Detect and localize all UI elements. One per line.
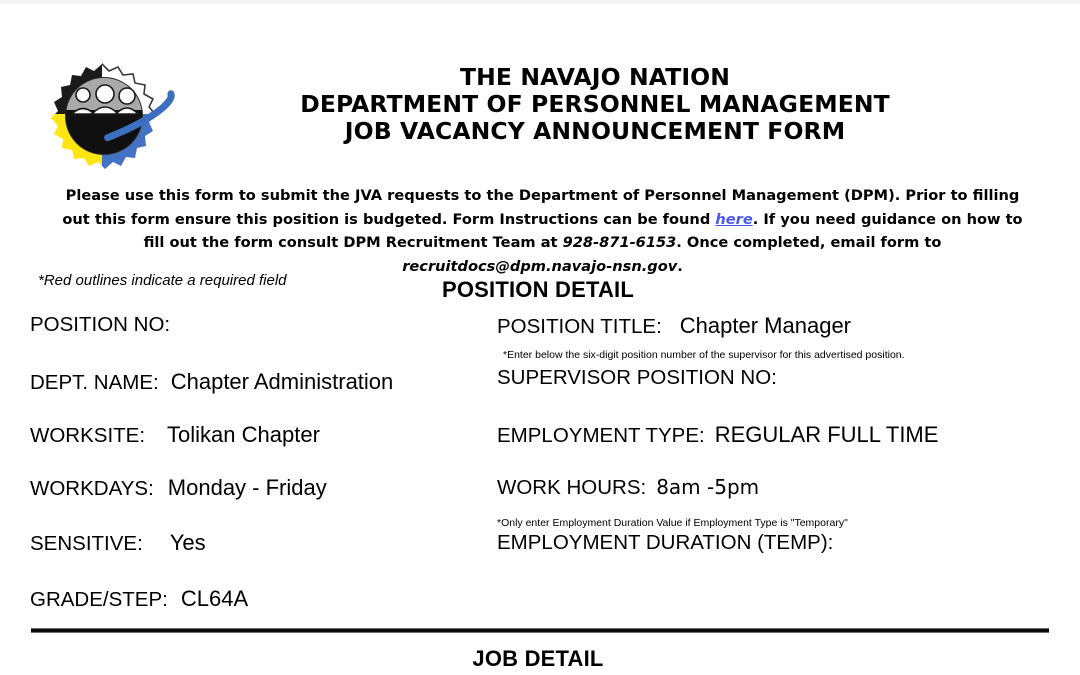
- supervisor-position-hint: *Enter below the six-digit position number of the supervisor for this advertised position.: [503, 349, 905, 361]
- title-line-2: DEPARTMENT OF PERSONNEL MANAGEMENT: [300, 90, 890, 118]
- instructions-text-part-3: . Once completed, email form to: [676, 234, 942, 251]
- employment-duration-hint: *Only enter Employment Duration Value if Employment Type is "Temporary": [497, 517, 848, 529]
- field-value-work-hours[interactable]: 8am -5pm: [656, 475, 760, 499]
- field-value-dept-name[interactable]: Chapter Administration: [170, 369, 394, 394]
- field-value-sensitive[interactable]: Yes: [169, 530, 206, 555]
- job-detail-heading: JOB DETAIL: [472, 646, 604, 671]
- field-label-position-title: POSITION TITLE:: [497, 315, 662, 338]
- field-worksite[interactable]: [30, 422, 320, 448]
- field-employment-duration[interactable]: [497, 531, 845, 555]
- instructions-text-part-1: Please use this form to submit the JVA requests to the Department of Personnel Management (DPM). Prior to filling out this form ensure this position is budgeted. Form Instructions can be found: [62, 187, 1020, 228]
- navajo-nation-dpm-logo: [30, 58, 190, 176]
- instructions-text-part-2: . If you need guidance on how to fill out the form consult DPM Recruitment Team at: [143, 210, 1023, 251]
- field-label-position-no: POSITION NO:: [30, 313, 171, 336]
- field-label-supervisor-position-no: SUPERVISOR POSITION NO:: [497, 366, 777, 389]
- position-detail-heading: POSITION DETAIL: [441, 277, 635, 302]
- field-value-worksite[interactable]: Tolikan Chapter: [167, 422, 320, 447]
- document-title-block: [190, 64, 1000, 145]
- field-employment-type[interactable]: [497, 422, 938, 448]
- field-value-grade-step[interactable]: CL64A: [180, 586, 249, 611]
- field-label-worksite: WORKSITE:: [30, 424, 146, 447]
- form-instructions-link[interactable]: here: [715, 210, 753, 228]
- field-value-employment-type[interactable]: REGULAR FULL TIME: [714, 422, 939, 447]
- required-field-note: *Red outlines indicate a required field: [38, 272, 287, 289]
- field-supervisor-position-no[interactable]: [497, 366, 789, 390]
- field-position-title[interactable]: [497, 313, 851, 339]
- top-chrome-strip: [0, 0, 1080, 4]
- field-dept-name[interactable]: [30, 369, 393, 395]
- field-label-employment-duration: EMPLOYMENT DURATION (TEMP):: [497, 531, 834, 554]
- field-work-hours[interactable]: [497, 475, 759, 500]
- field-sensitive[interactable]: [30, 530, 206, 556]
- field-label-sensitive: SENSITIVE:: [30, 532, 143, 555]
- field-value-workdays[interactable]: Monday - Friday: [167, 475, 327, 500]
- field-position-no[interactable]: [30, 313, 182, 337]
- instructions-text-part-4: .: [677, 257, 683, 275]
- title-line-3: JOB VACANCY ANNOUNCEMENT FORM: [344, 117, 846, 145]
- field-grade-step[interactable]: [30, 586, 248, 612]
- field-label-work-hours: WORK HOURS:: [497, 476, 647, 499]
- field-workdays[interactable]: [30, 475, 327, 501]
- field-label-grade-step: GRADE/STEP:: [30, 588, 168, 611]
- form-instructions-paragraph: [55, 184, 1030, 278]
- field-value-position-title[interactable]: Chapter Manager: [679, 313, 852, 338]
- section-divider: [31, 628, 1049, 633]
- recruitment-phone: 928-871-6153: [562, 234, 677, 251]
- field-label-workdays: WORKDAYS:: [30, 477, 154, 500]
- field-label-employment-type: EMPLOYMENT TYPE:: [497, 424, 705, 447]
- title-line-1: THE NAVAJO NATION: [459, 63, 731, 91]
- field-label-dept-name: DEPT. NAME:: [30, 371, 159, 394]
- recruitment-email: recruitdocs@dpm.navajo-nsn.gov: [402, 257, 678, 275]
